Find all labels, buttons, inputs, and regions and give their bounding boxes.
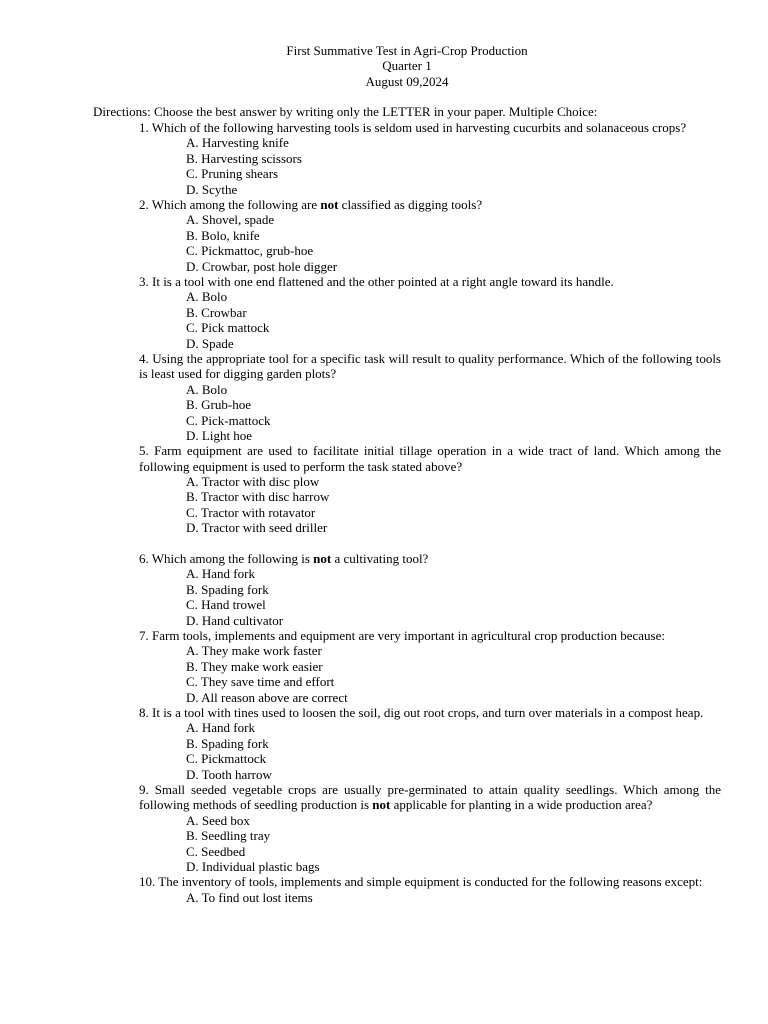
question-item <box>139 628 721 705</box>
question-text-part: 1. Which of the following harvesting tools is seldom used in harvesting cucurbits and solanaceous crops? <box>139 120 687 135</box>
question-text-part: 10. The inventory of tools, implements and simple equipment is conducted for the following reasons except: <box>139 874 703 890</box>
answer-option: D. Tooth harrow <box>186 766 272 782</box>
answer-option: A. Bolo <box>186 289 228 305</box>
answer-option: C. Pruning shears <box>186 166 279 182</box>
question-list <box>139 120 721 905</box>
answer-option: A. Hand fork <box>186 566 255 582</box>
answer-options <box>139 382 721 444</box>
question-text <box>139 120 721 135</box>
answer-option: A. Shovel, spade <box>186 212 275 228</box>
question-text-part: 4. Using the appropriate tool for a specific task will result to quality performance. Which of the following tools is least used for digging garden plots? <box>139 350 721 382</box>
answer-option: B. They make work easier <box>186 658 323 674</box>
question-text-part: 2. Which among the following are <box>139 196 321 212</box>
answer-option: B. Seedling tray <box>186 828 271 844</box>
test-header <box>0 43 768 89</box>
answer-options <box>139 289 721 351</box>
answer-option: A. To find out lost items <box>186 889 313 905</box>
answer-option: A. Hand fork <box>186 720 255 736</box>
question-text <box>139 197 721 212</box>
question-item <box>139 351 721 443</box>
answer-option: D. Hand cultivator <box>186 612 284 628</box>
question-text <box>139 551 721 566</box>
answer-options <box>139 643 721 705</box>
answer-option: B. Spading fork <box>186 735 269 751</box>
answer-options <box>139 566 721 628</box>
answer-option: B. Tractor with disc harrow <box>186 489 330 505</box>
question-text-part: 7. Farm tools, implements and equipment are very important in agricultural crop production because: <box>139 628 665 644</box>
answer-option: D. Spade <box>186 335 234 351</box>
question-text <box>139 443 721 474</box>
question-text-part: 8. It is a tool with tines used to loosen the soil, dig out root crops, and turn over materials in a compost heap. <box>139 704 704 720</box>
question-text <box>139 874 721 889</box>
answer-option: D. Individual plastic bags <box>186 858 320 874</box>
answer-option: C. Pick-mattock <box>186 412 271 428</box>
answer-option: B. Crowbar <box>186 304 247 320</box>
answer-option: C. They save time and effort <box>186 674 335 690</box>
question-item <box>139 782 721 874</box>
question-text <box>139 705 721 720</box>
answer-option: C. Hand trowel <box>186 597 266 613</box>
test-date: August 09,2024 <box>365 73 449 89</box>
question-item <box>139 443 721 535</box>
answer-option: D. Light hoe <box>186 427 253 443</box>
answer-option: A. Bolo <box>186 381 228 397</box>
question-emphasis: not <box>313 551 332 567</box>
answer-option: B. Harvesting scissors <box>186 150 302 166</box>
test-quarter: Quarter 1 <box>382 58 432 74</box>
directions-text: Directions: Choose the best answer by writing only the LETTER in your paper. Multiple Choice: <box>93 104 598 119</box>
question-item <box>139 551 721 628</box>
answer-option: C. Pickmattock <box>186 751 267 767</box>
answer-option: A. Seed box <box>186 812 250 828</box>
answer-options <box>139 720 721 782</box>
answer-option: B. Spading fork <box>186 581 269 597</box>
answer-option: A. Harvesting knife <box>186 135 289 151</box>
question-text-part: 5. Farm equipment are used to facilitate initial tillage operation in a wide tract of land. Which among the following equipment is used to perform the task stated above? <box>139 443 721 474</box>
answer-option: B. Grub-hoe <box>186 397 251 413</box>
answer-option: D. All reason above are correct <box>186 689 348 705</box>
question-item <box>139 197 721 274</box>
answer-options <box>139 135 721 197</box>
answer-option: A. They make work faster <box>186 643 322 659</box>
question-emphasis: not <box>320 196 339 212</box>
answer-option: C. Pickmattoc, grub-hoe <box>186 243 314 259</box>
question-item <box>139 120 721 197</box>
answer-option: C. Seedbed <box>186 843 246 859</box>
spacer <box>139 536 721 551</box>
question-text-part: 6. Which among the following is <box>139 551 314 567</box>
answer-options <box>139 813 721 875</box>
answer-option: C. Pick mattock <box>186 320 270 336</box>
answer-option: D. Tractor with seed driller <box>186 520 328 536</box>
question-text-part: a cultivating tool? <box>331 551 429 567</box>
question-item <box>139 274 721 351</box>
question-text <box>139 274 721 289</box>
question-text-part: classified as digging tools? <box>338 196 483 212</box>
question-text <box>139 782 721 813</box>
question-text <box>139 351 721 382</box>
question-text-part: applicable for planting in a wide production area? <box>390 797 653 813</box>
answer-options <box>139 890 721 905</box>
answer-option: D. Scythe <box>186 181 238 197</box>
question-emphasis: not <box>372 797 391 813</box>
question-text <box>139 628 721 643</box>
question-text-part: 9. Small seeded vegetable crops are usually pre-germinated to attain quality seedlings. Which among the following methods of seedling production is <box>139 781 721 813</box>
answer-option: D. Crowbar, post hole digger <box>186 258 338 274</box>
answer-options <box>139 212 721 274</box>
answer-option: A. Tractor with disc plow <box>186 474 320 490</box>
answer-options <box>139 474 721 536</box>
question-item <box>139 705 721 782</box>
answer-option: B. Bolo, knife <box>186 227 260 243</box>
test-title: First Summative Test in Agri-Crop Production <box>286 43 528 58</box>
question-item <box>139 874 721 905</box>
question-text-part: 3. It is a tool with one end flattened and the other pointed at a right angle toward its handle. <box>139 273 614 289</box>
answer-option: C. Tractor with rotavator <box>186 504 316 520</box>
